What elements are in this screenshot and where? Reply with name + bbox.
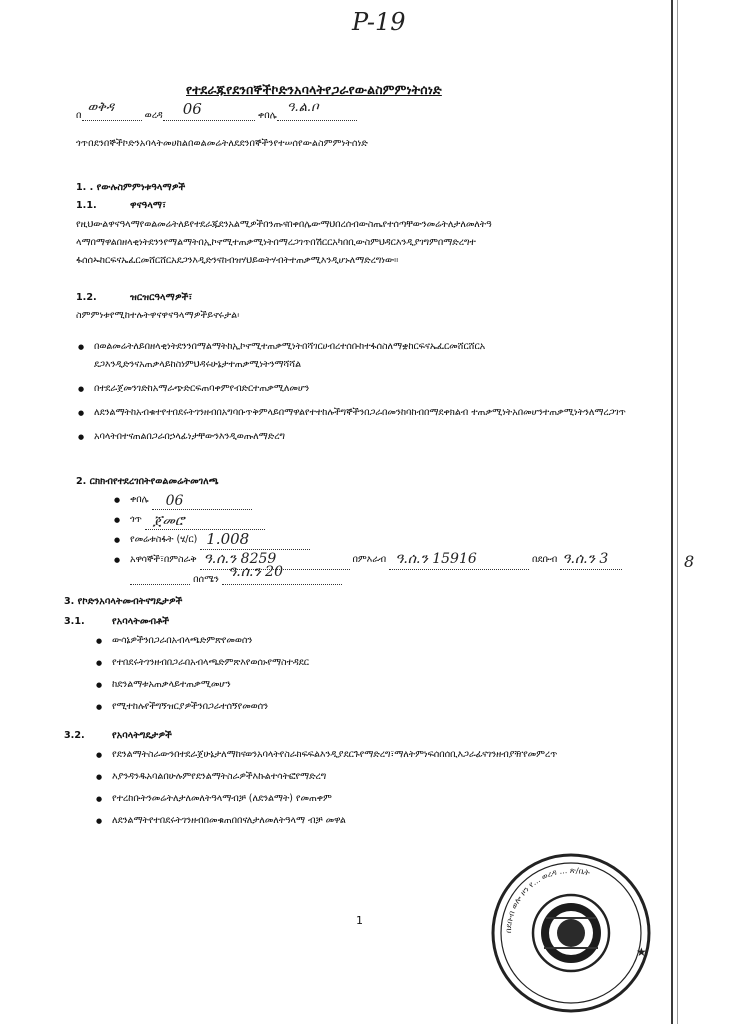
section2-heading: 2. ርክክብየተደረገበትየወልመሬትመገለጫ <box>76 476 219 487</box>
list-item: ● ለደንልማትከአብቁተየተበደሩትገንዘብበአግባቡጥቅምላይበማዋልየተተከሉችግኞችንበጋራበመንከባከብበማደቀክልብ ተጠቃሚነትአበመሆንተጠቃሚነትንለማረጋገጥ <box>94 404 666 422</box>
intro-line: ጎጥበደንበኞችኮድንአባላትመሀከልበወልመሬትለደደንበኞችንየተሠሰየውልስምምነትሰነድ <box>76 138 368 149</box>
duties-list <box>112 746 662 830</box>
stamp-ring-text: በደቡብ ወሎ ዞን የ... ወረዳ ... ጽ/ቤት <box>503 865 591 934</box>
list-item: ● የተበደሩትገንዘብበጋራበአብላጫድምጽእየወሰኑየማስተዳደር <box>112 652 309 674</box>
got-value: ጀመሮ <box>152 513 185 529</box>
list-item: ● በወልመሬትለይበዘላቂነትደንንበማልማትከኢኮኖሚተጠቃሚነትበሻገርሀብረተሰቡከተፋሰስለማቋከርፍናኤፈርመሸርሸርአ ደጋእንዲድንናአጠቃላይከስነምህዳሩሁኔታተጠቃሚነትንማሻሻል <box>94 338 666 374</box>
kebele-blank <box>277 100 357 121</box>
south-blank <box>560 551 622 570</box>
area-label: የመሬቱስፋት (ሄ/ር) <box>130 534 198 545</box>
west-label: በምእራብ <box>352 554 387 565</box>
list-item: ● አባላትበተናጠልበጋራበኃላፊነታቸውንእንዲወጡለማድረግ <box>94 428 666 446</box>
date-blank <box>82 100 142 121</box>
page-number: 1 <box>356 914 363 927</box>
header-line <box>76 100 357 121</box>
land-details-list <box>130 490 622 570</box>
section3-1-title: የአባላትመብቶች <box>112 616 170 627</box>
rights-list <box>112 630 309 718</box>
objectives-list <box>94 338 666 446</box>
month-blank <box>163 100 255 121</box>
page-reference-handwritten: P-19 <box>352 8 406 36</box>
list-item: ● ውሳኔዎችንበጋራበአብላጫድምጽየመወሰን <box>112 630 309 652</box>
borders-row <box>130 550 622 570</box>
west-blank <box>389 551 529 570</box>
page-edge-line <box>677 0 678 1024</box>
west-value: ዓ.ሰ.ን 15916 <box>395 551 477 567</box>
section3-2-title: የአባላትግዴታዎች <box>112 730 172 741</box>
section3-2-number: 3.2. <box>64 730 85 741</box>
list-item: ● ለደንልማትየተበደሩትገንዘብበመቁጠበበናለታለመለትዓላማ ብቻ መዋል <box>112 812 662 830</box>
date-label: በ <box>76 110 82 121</box>
section1-2-number: 1.2. <box>76 292 97 303</box>
page-edge-shadow <box>671 0 673 1024</box>
stamp-star-icon: ★ <box>636 945 647 959</box>
kebele-label-header: ቀበሌ <box>257 110 277 121</box>
east-value: ዓ.ሰ.ን 8259 <box>203 551 277 567</box>
section1-heading: 1. . የውሉስምምነቱዓላማዎች <box>76 182 186 193</box>
got-row <box>130 510 622 530</box>
kebele-value-header: ዓ.ል.ቦ <box>286 100 319 115</box>
month-label: ወረዳ <box>144 110 163 121</box>
section1-1-paragraph: የዚህውልዋናዓላማየወልመሬትለይየተደራጁደንአልሚዎችበንጡናበቀበሌውማህበረሰብውስጤየተሰጣቸውንመሬትለታለመለትዓ ላማበማዋልበዘላቂነትደንንየማልማትበኢኮኖሚተጠቃሚነትበማረጋገጥበሽርርአካበቢውስምህዳርእንዲያገግምበማድረግተ ፋሰሰኡከርፍናኤፈርመሸርሸርአደጋንእዲድንናከብዝሃህይወትሃብትተጠቃሚእንዲሆኑለማድረግነው። <box>76 219 492 266</box>
north-leading-blank <box>130 572 190 585</box>
section1-2-intro: ስምምነቱየሚከተሉትዋናዋናዓላማዎችይኖሩታል፡ <box>76 310 240 321</box>
list-item: ● እያንዳንዱአባልበሁሉምየደንልማትስራዎችእኩልተሳትፎየማድረግ <box>112 768 662 786</box>
list-item: ● በተደራጀመንገድከአማራጭድርፍጠባቀምየብድርተጠቃሚለመሆን <box>94 380 666 398</box>
date-value: ወቅዳ <box>87 100 115 115</box>
section1-2-title: ዝርዝርዓላማዎች፣ <box>130 292 193 303</box>
document-title: የተደራጁየደንበኞችኮድንአባላትየጋራየውልስምምነትሰነድ <box>186 82 442 97</box>
kebele-row <box>130 490 622 510</box>
kebele-value: 06 <box>165 493 184 509</box>
north-blank <box>222 564 342 585</box>
north-value: ዓ.ሰ.ን 20 <box>228 564 283 580</box>
border-label: አዋሳኞች፣በምስራቅ <box>130 554 197 565</box>
area-row <box>130 530 622 550</box>
section1-1-title: ዋናዓላማ፣ <box>130 200 167 211</box>
section1-1-number: 1.1. <box>76 200 97 211</box>
list-item: ● የተረከቡትንመሬትለታለመለትዓላማብቻ (ለደንልማት) የመጠቀም <box>112 790 662 808</box>
kebele-label: ቀበሌ <box>130 494 149 505</box>
kebele-blank-2 <box>152 493 252 510</box>
list-item: ● ከደንልማቱአጠቃላይተጠቃሚመሆን <box>112 674 309 696</box>
official-stamp <box>486 848 656 1018</box>
list-item: ● የደንልማትስራውንበተደራጀሁኔታለማከናወንአባላትየስራክፍፍልእንዲያደርጉየማድረግ፣ማለትምነፍሰበሰቢእጋራፊናገንዘብያዥየመምረጥ <box>112 746 662 764</box>
list-item: ● የሚተከሉየችግኝዝርያዎችንበጋራተሰኝየመወሰን <box>112 696 309 718</box>
south-value: ዓ.ሰ.ን 3 <box>562 551 609 567</box>
north-label: በሰሜን <box>193 574 219 585</box>
margin-handwritten-mark: 8 <box>684 552 695 571</box>
area-value: 1.008 <box>206 530 250 548</box>
section3-heading: 3. የኮድንአባላትመብትናግዴታዎች <box>64 596 183 607</box>
section3-1-number: 3.1. <box>64 616 85 627</box>
got-label: ጎጥ <box>130 514 142 525</box>
month-value: 06 <box>182 100 202 118</box>
north-row <box>130 564 342 585</box>
south-label: በደቡብ <box>532 554 558 565</box>
